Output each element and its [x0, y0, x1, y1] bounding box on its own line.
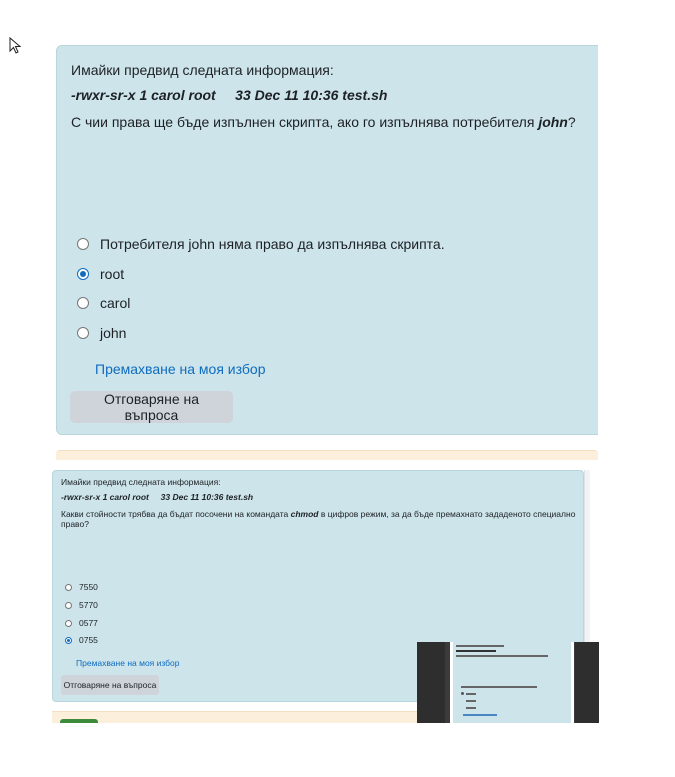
- answer-option-2[interactable]: [77, 266, 124, 282]
- answer-label: carol: [100, 295, 131, 311]
- radio-button[interactable]: [65, 602, 72, 609]
- thumbnail-line: [456, 650, 496, 652]
- answer-option-3[interactable]: [65, 618, 98, 628]
- thumbnail-line: [461, 686, 537, 688]
- answer-label: Потребителя john няма право да изпълнява скрипта.: [100, 236, 445, 252]
- next-question-band: [56, 450, 598, 460]
- answer-option-4[interactable]: [77, 325, 126, 341]
- submit-answer-button[interactable]: Отговаряне на въпроса: [70, 391, 233, 423]
- permission-line: -rwxr-sr-x 1 carol root 33 Dec 11 10:36 test.sh: [61, 492, 254, 502]
- question-command: chmod: [290, 509, 319, 519]
- question-user: john: [538, 114, 568, 130]
- answer-option-1[interactable]: [77, 236, 445, 252]
- answer-option-1[interactable]: [65, 582, 98, 592]
- permission-line: -rwxr-sr-x 1 carol root 33 Dec 11 10:36 test.sh: [71, 87, 388, 103]
- answer-option-3[interactable]: [77, 295, 130, 311]
- submit-answer-button[interactable]: Отговаряне на въпроса: [61, 675, 159, 695]
- question-card-1: [56, 45, 616, 435]
- question-text: Какви стойности трябва да бъдат посочени на командата chmod в цифров режим, за да бъде премахнато зададеното специално право?: [61, 509, 576, 529]
- radio-button[interactable]: [77, 238, 89, 250]
- radio-button-selected[interactable]: [65, 637, 72, 644]
- thumbnail-line: [466, 700, 476, 702]
- answer-option-2[interactable]: [65, 600, 98, 610]
- thumbnail-question-card: [453, 642, 571, 723]
- radio-button[interactable]: [65, 620, 72, 627]
- answer-label: 7550: [79, 582, 98, 592]
- question-intro: Имайки предвид следната информация:: [71, 62, 334, 78]
- green-button[interactable]: [60, 719, 98, 723]
- answer-label: john: [100, 325, 127, 341]
- thumbnail-radio: [461, 692, 464, 695]
- thumbnail-link: [463, 714, 497, 716]
- mouse-cursor-icon: [8, 36, 24, 56]
- answer-label: 5770: [79, 600, 98, 610]
- radio-button-selected[interactable]: [77, 268, 89, 280]
- thumbnail-dark-left: [417, 642, 445, 723]
- answer-option-4[interactable]: [65, 635, 98, 645]
- thumbnail-line: [466, 693, 476, 695]
- clear-choice-link[interactable]: Премахване на моя избор: [95, 361, 266, 377]
- thumbnail-preview[interactable]: [417, 642, 599, 723]
- question-intro: Имайки предвид следната информация:: [61, 477, 221, 487]
- answer-label: root: [100, 266, 125, 282]
- viewport-edge: [598, 40, 675, 460]
- radio-button[interactable]: [65, 584, 72, 591]
- answer-label: 0755: [79, 635, 98, 645]
- answer-label: 0577: [79, 618, 98, 628]
- thumbnail-dark-right: [575, 642, 599, 723]
- question-text: С чии права ще бъде изпълнен скрипта, ако го изпълнява потребителя john?: [71, 114, 576, 130]
- radio-button[interactable]: [77, 297, 89, 309]
- next-question-band: [52, 711, 418, 723]
- clear-choice-link[interactable]: Премахване на моя избор: [76, 658, 180, 668]
- thumbnail-page: [450, 642, 574, 723]
- thumbnail-line: [456, 655, 548, 657]
- radio-button[interactable]: [77, 327, 89, 339]
- thumbnail-line: [466, 707, 476, 709]
- thumbnail-line: [456, 645, 504, 647]
